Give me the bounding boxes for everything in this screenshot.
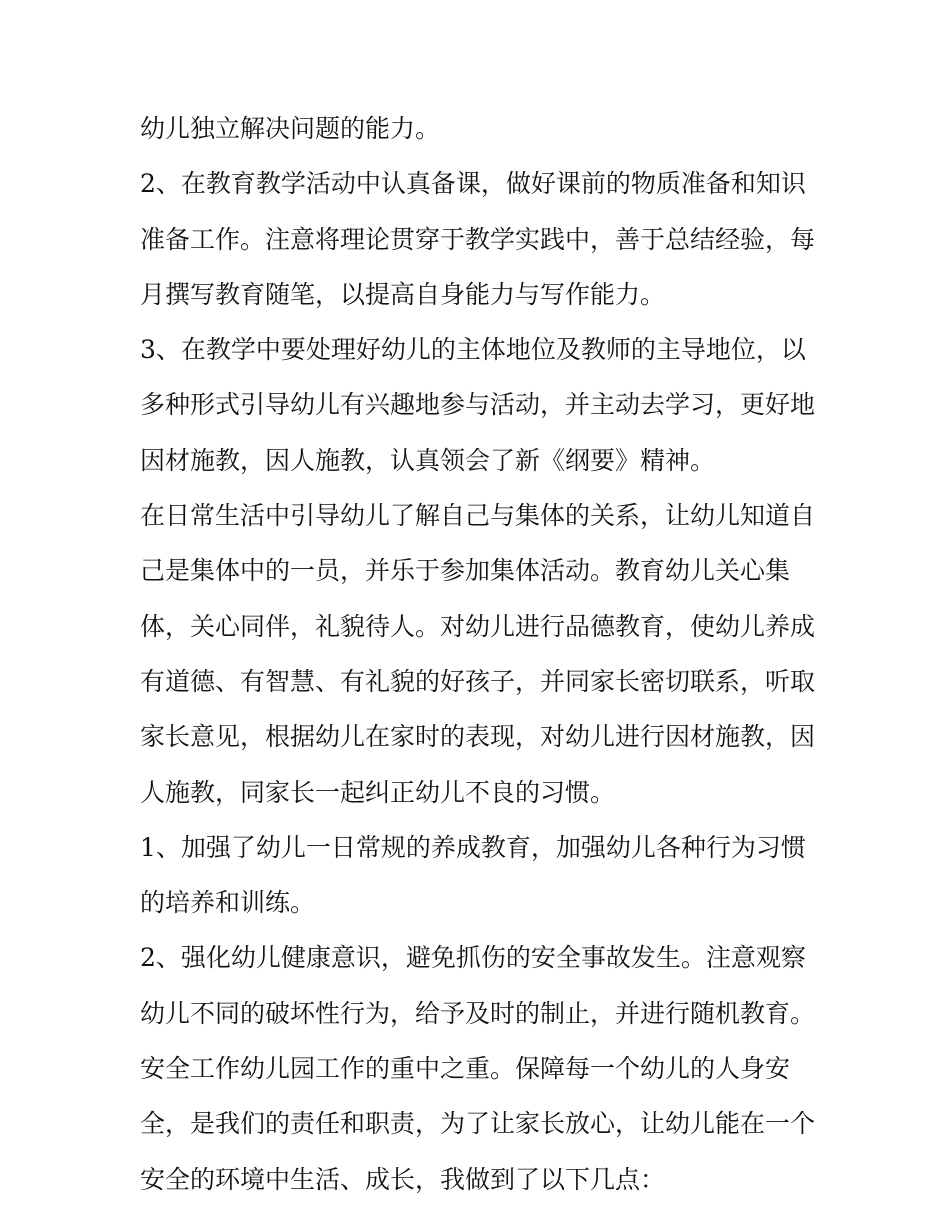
text-line: 人施教，同家长一起纠正幼儿不良的习惯。 xyxy=(140,777,616,807)
text-line: 己是集体中的一员，并乐于参加集体活动。教育幼儿关心集 xyxy=(140,556,791,586)
text-line: 在日常生活中引导幼儿了解自己与集体的关系，让幼儿知道自 xyxy=(140,501,816,531)
text-line: 有道德、有智慧、有礼貌的好孩子，并同家长密切联系，听取 xyxy=(140,666,816,696)
text-line: 2、在教育教学活动中认真备课，做好课前的物质准备和知识 xyxy=(140,169,806,199)
text-line: 因材施教，因人施教，认真领会了新《纲要》精神。 xyxy=(140,445,716,475)
text-line: 体，关心同伴，礼貌待人。对幼儿进行品德教育，使幼儿养成 xyxy=(140,611,816,641)
text-line: 安全工作幼儿园工作的重中之重。保障每一个幼儿的人身安 xyxy=(140,1054,791,1084)
text-line: 月撰写教育随笔，以提高自身能力与写作能力。 xyxy=(140,279,666,309)
text-line: 全，是我们的责任和职责，为了让家长放心，让幼儿能在一个 xyxy=(140,1109,816,1139)
text-line: 家长意见，根据幼儿在家时的表现，对幼儿进行因材施教，因 xyxy=(140,722,816,752)
text-line: 幼儿不同的破坏性行为，给予及时的制止，并进行随机教育。 xyxy=(140,998,816,1028)
text-line: 安全的环境中生活、成长，我做到了以下几点： xyxy=(140,1164,666,1194)
text-line: 3、在教学中要处理好幼儿的主体地位及教师的主导地位，以 xyxy=(140,335,806,365)
text-line: 准备工作。注意将理论贯穿于教学实践中，善于总结经验，每 xyxy=(140,224,816,254)
text-line: 2、强化幼儿健康意识，避免抓伤的安全事故发生。注意观察 xyxy=(140,943,806,973)
text-line: 的培养和训练。 xyxy=(140,888,316,918)
text-line: 多种形式引导幼儿有兴趣地参与活动，并主动去学习，更好地 xyxy=(140,390,816,420)
text-line: 1、加强了幼儿一日常规的养成教育，加强幼儿各种行为习惯 xyxy=(140,832,806,862)
document-body xyxy=(140,101,820,1207)
text-line: 幼儿独立解决问题的能力。 xyxy=(140,114,441,143)
